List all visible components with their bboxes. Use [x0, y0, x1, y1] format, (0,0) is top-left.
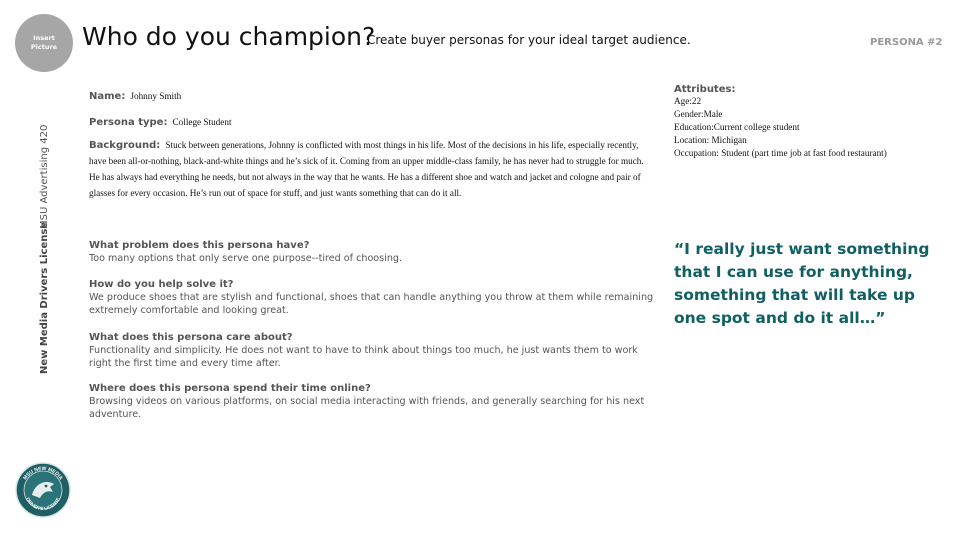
question-block — [89, 382, 654, 421]
question-1: What problem does this persona have? — [89, 240, 310, 251]
background-label: Background: — [89, 140, 161, 151]
question-3: What does this persona care about? — [89, 332, 293, 343]
license-label: New Media Drivers License — [39, 221, 50, 374]
page-title: Who do you champion? — [82, 22, 376, 51]
attribute-occupation: Occupation: Student (part time job at fast food restaurant) — [674, 148, 887, 158]
background-text: Stuck between generations, Johnny is conflicted with most things in his life. Most of the decisions in his life, especially recently, have been all-or-nothing, black-and-white things and he’s sick of it. Coming from an upper middle-class family, he has never had to struggle for much. He has always had everything he needs, but not always in the way that he wants. He has a different shoe and watch and jacket and cologne and pair of glasses for every occasion. He’s run out of space for stuff, and just wants something that can do it all. — [89, 140, 644, 198]
course-label: MSU Advertising 420 — [39, 124, 50, 229]
attribute-age: Age:22 — [674, 96, 702, 106]
persona-name-line — [89, 84, 654, 103]
name-label: Name: — [89, 91, 126, 102]
attributes-label: Attributes: — [674, 84, 736, 95]
persona-type-line — [89, 110, 654, 129]
answer-3: Functionality and simplicity. He does not want to have to think about things too much, he just wants them to work right the first time and every time after. — [89, 345, 638, 369]
attribute-education: Education:Current college student — [674, 122, 800, 132]
attribute-location: Location: Michigan — [674, 135, 747, 145]
msu-new-media-logo — [15, 462, 71, 518]
logo-text-top: MSU NEW MEDIA — [22, 465, 64, 482]
question-block — [89, 239, 654, 265]
question-block — [89, 331, 654, 370]
answer-4: Browsing videos on various platforms, on social media interacting with friends, and generally searching for his next adventure. — [89, 396, 645, 420]
avatar-placeholder-text: Insert Picture — [30, 34, 58, 51]
answer-1: Too many options that only serve one purpose--tired of choosing. — [89, 253, 403, 264]
persona-background — [89, 136, 654, 200]
attribute-gender: Gender:Male — [674, 109, 723, 119]
logo-text-bottom: DRIVER'S LICENSE — [25, 496, 61, 512]
question-2: How do you help solve it? — [89, 279, 234, 290]
persona-type: College Student — [172, 117, 232, 127]
persona-number: PERSONA #2 — [870, 37, 943, 48]
question-block — [89, 278, 654, 317]
attributes-panel — [674, 84, 944, 160]
page-subtitle: Create buyer personas for your ideal target audience. — [367, 33, 691, 47]
persona-quote: “I really just want something that I can use for anything, something that will take up one spot and do it all…” — [674, 240, 930, 327]
answer-2: We produce shoes that are stylish and functional, shoes that can handle anything you throw at them while remaining extremely comfortable and looking great. — [89, 292, 654, 316]
type-label: Persona type: — [89, 117, 168, 128]
avatar-placeholder[interactable] — [15, 14, 73, 72]
persona-name: Johnny Smith — [130, 91, 182, 101]
question-4: Where does this persona spend their time online? — [89, 383, 371, 394]
